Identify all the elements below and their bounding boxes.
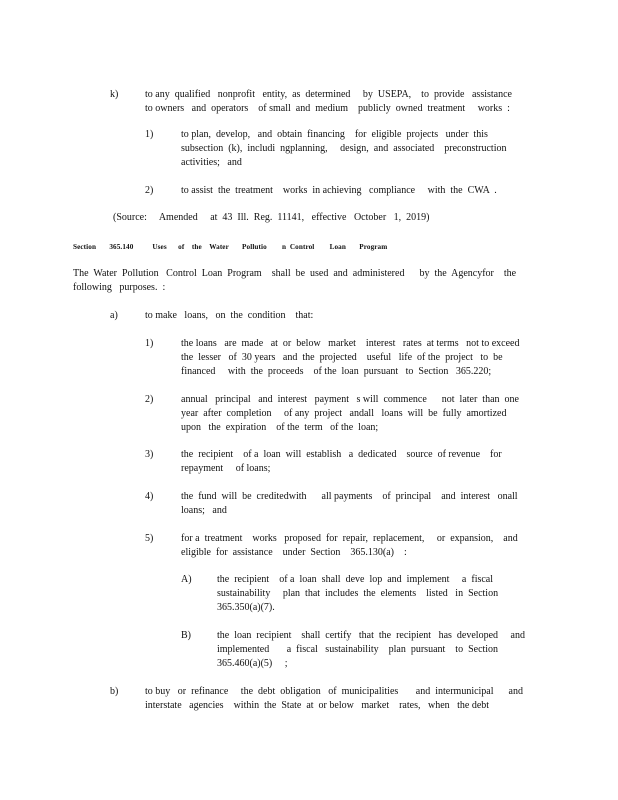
item-a5B-label: B)	[181, 630, 191, 641]
item-a5A-text: the recipient of a loan shall deve lop and implement a fiscal sustainability plan that includes the elements listed in Section 365.350(a)(7).	[217, 574, 499, 613]
item-a-label: a)	[110, 310, 118, 321]
item-a2-label: 2)	[145, 394, 154, 405]
item-k-label: k)	[110, 89, 119, 100]
item-a5-text: for a treatment works proposed for repair, replacement, or expansion, and eligible for assistance under Section 365.130(a) :	[181, 533, 518, 558]
item-a4-label: 4)	[145, 491, 154, 502]
item-a4-text: the fund will be creditedwith all payments of principal and interest onall loans; and	[181, 491, 518, 516]
item-a5B-text: the loan recipient shall certify that the recipient has developed and implemented a fiscal sustainability plan pursuant to Section 365.460(a)(5) ;	[217, 630, 525, 669]
item-b-label: b)	[110, 686, 119, 697]
intro-paragraph: The Water Pollution Control Loan Program shall be used and administered by the Agencyfor the following purposes. :	[73, 268, 517, 293]
item-a3-text: the recipient of a loan will establish a dedicated source of revenue for repayment of loans;	[181, 449, 502, 474]
item-k2-text: to assist the treatment works in achieving compliance with the CWA .	[181, 185, 497, 196]
source-note: (Source: Amended at 43 Ill. Reg. 11141, effective October 1, 2019)	[113, 212, 430, 223]
item-a1-text: the loans are made at or below market interest rates at terms not to exceed the lesser of 30 years and the projected useful life of the project to be financed with the proceeds of the loan pursuant to Section 365.220;	[181, 338, 520, 377]
item-k2-label: 2)	[145, 185, 154, 196]
item-a1-label: 1)	[145, 338, 154, 349]
item-k-text: to any qualified nonprofit entity, as determined by USEPA, to provide assistance to owners and operators of small and medium publicly owned treatment works :	[145, 89, 512, 114]
item-b-text: to buy or refinance the debt obligation of municipalities and intermunicipal and interstate agencies within the State at or below market rates, when the debt	[145, 686, 523, 711]
item-k1-label: 1)	[145, 129, 154, 140]
item-a5A-label: A)	[181, 574, 192, 585]
item-a5-label: 5)	[145, 533, 154, 544]
item-k1-text: to plan, develop, and obtain financing for eligible projects under this subsection (k), includi ngplanning, design, and associated preconstruction activities; and	[181, 129, 507, 168]
section-heading: Section 365.140 Uses of the Water Pollutio n Control Loan Program	[73, 243, 388, 251]
item-a2-text: annual principal and interest payment s will commence not later than one year after completion of any project andall loans will be fully amortized upon the expiration of the term of the loan;	[181, 394, 519, 433]
item-a3-label: 3)	[145, 449, 154, 460]
item-a-text: to make loans, on the condition that:	[145, 310, 314, 321]
